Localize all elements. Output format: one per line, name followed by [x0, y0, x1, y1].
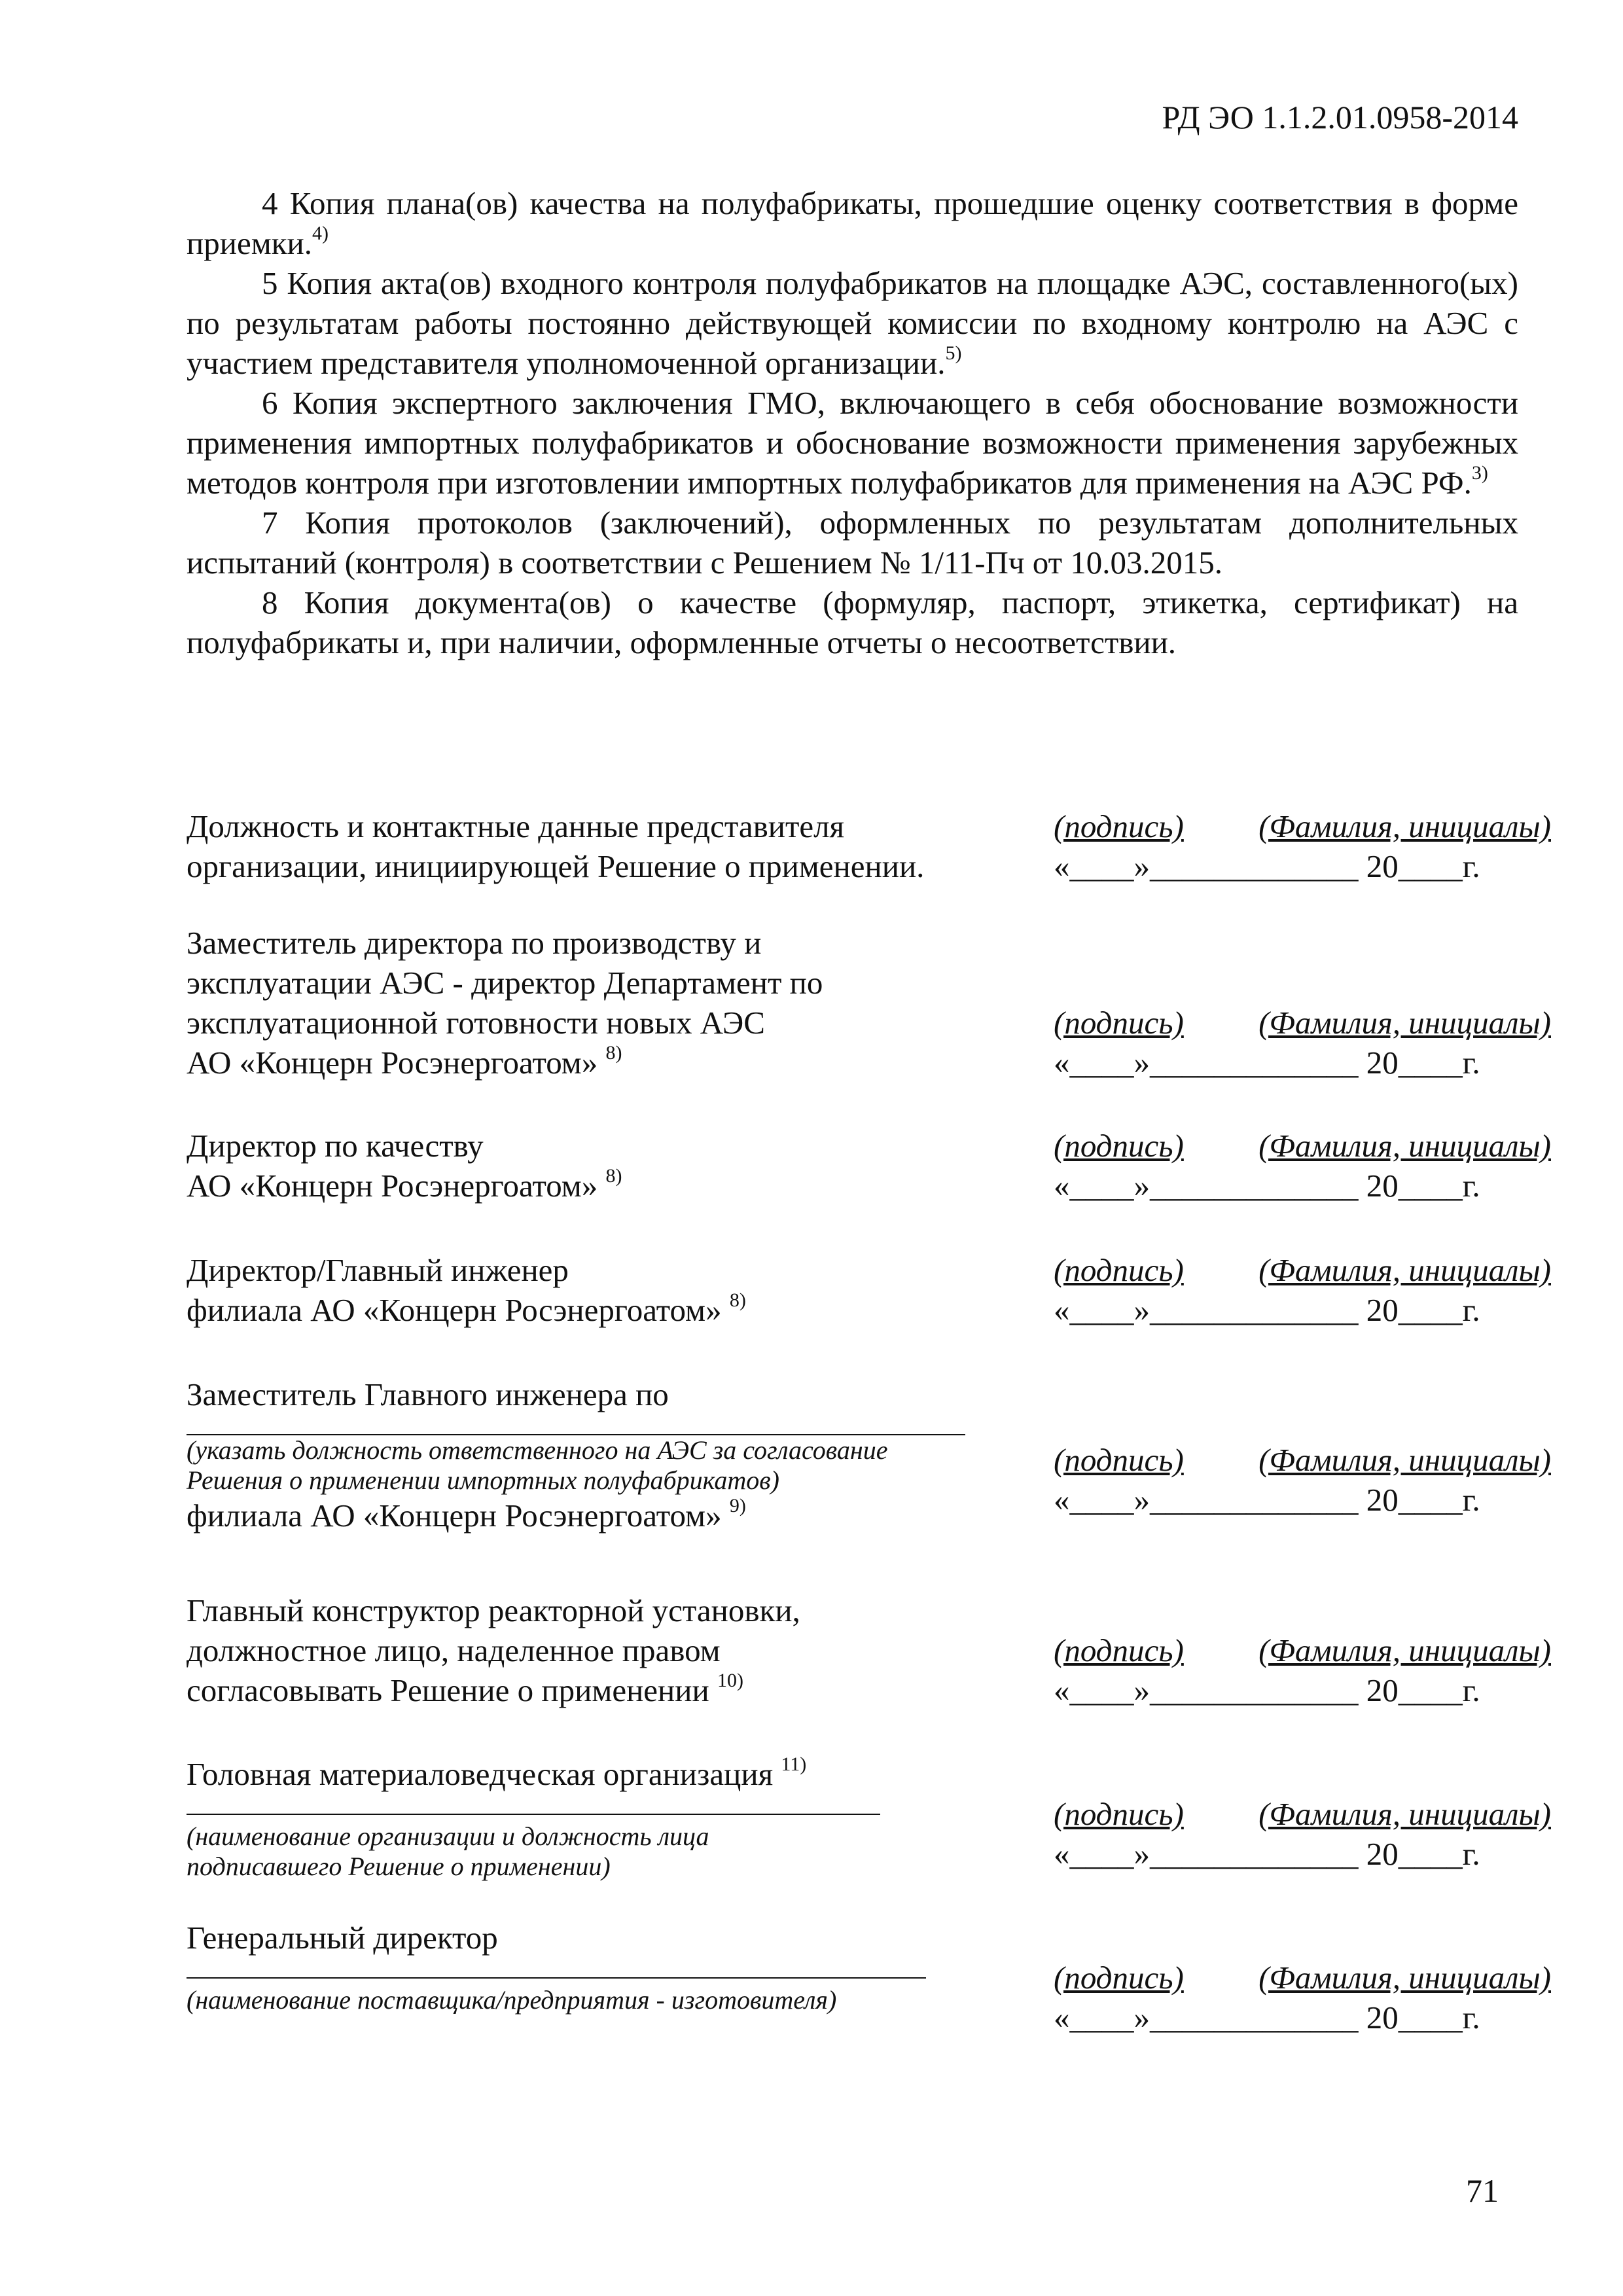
attachments-list: [187, 183, 1518, 662]
date-line: «____»_____________ 20____г.: [1054, 1836, 1480, 1872]
footnote-ref: 5): [945, 342, 962, 364]
signature-block: [1054, 1003, 1551, 1083]
footnote-ref: 8): [605, 1042, 622, 1064]
signer-deputy-chief-engineer: Заместитель Главного инженера по (указать должность ответственного на АЭС за согласование Решения о применении импортных полуфабрикатов) филиала АО «Концерн Росэнергоатом» $^{9)}$: [187, 1374, 965, 1535]
date-line: «____»_____________ 20____г.: [1054, 1672, 1480, 1708]
name-label: (Фамилия, инициалы): [1258, 1632, 1551, 1668]
list-item: 7 Копия протоколов (заключений), оформленных по результатам дополнительных испытаний (контроля) в соответствии с Решением № 1/11-Пч от 10.03.2015.: [187, 505, 1518, 581]
list-item: 4 Копия плана(ов) качества на полуфабрикаты, прошедшие оценку соответствия в форме приемки.$^{4)}$: [187, 185, 1518, 261]
signer-quality-director: Директор по качеству АО «Концерн Росэнергоатом» $^{8)}$: [187, 1128, 622, 1204]
name-label: (Фамилия, инициалы): [1258, 1960, 1551, 1996]
date-line: «____»_____________ 20____г.: [1054, 2000, 1480, 2036]
signature-block: [1054, 1794, 1551, 1874]
footnote-ref: 4): [312, 223, 329, 244]
signature-block: [1054, 1958, 1551, 2037]
document-code: РД ЭО 1.1.2.01.0958-2014: [1162, 99, 1518, 135]
list-item: 5 Копия акта(ов) входного контроля полуфабрикатов на площадке АЭС, составленного(ых) по результатам работы постоянно действующей комиссии по входному контролю на АЭС с участием представителя уполномоченной организации.$^{5)}$: [187, 265, 1518, 381]
signature-label: (подпись): [1054, 1005, 1184, 1041]
page-number: 71: [1466, 2172, 1499, 2209]
blank-field: [187, 1414, 965, 1435]
signer-initiator: Должность и контактные данные представителя организации, инициирующей Решение о применении.: [187, 808, 925, 884]
signature-block: [1054, 1630, 1551, 1710]
blank-field: [187, 1958, 926, 1979]
signer-deputy-director: Заместитель директора по производству и эксплуатации АЭС - директор Департамент по эксплуатационной готовности новых АЭС АО «Концерн Росэнергоатом» $^{8)}$: [187, 925, 823, 1081]
name-label: (Фамилия, инициалы): [1258, 1252, 1551, 1288]
footnote-ref: 11): [781, 1753, 807, 1775]
name-label: (Фамилия, инициалы): [1258, 1796, 1551, 1832]
footnote-ref: 9): [729, 1495, 746, 1516]
date-line: «____»_____________ 20____г.: [1054, 1482, 1480, 1518]
list-item: 8 Копия документа(ов) о качестве (формуляр, паспорт, этикетка, сертификат) на полуфабрикаты и, при наличии, оформленные отчеты о несоответствии.: [187, 584, 1518, 660]
signer-general-director: Генеральный директор (наименование поставщика/предприятия - изготовителя): [187, 1918, 926, 2015]
name-label: (Фамилия, инициалы): [1258, 1005, 1551, 1041]
signer-branch-director: Директор/Главный инженер филиала АО «Концерн Росэнергоатом» $^{8)}$: [187, 1252, 746, 1328]
list-item: 6 Копия экспертного заключения ГМО, включающего в себя обоснование возможности применения импортных полуфабрикатов и обоснование возможности применения зарубежных методов контроля при изготовлении импортных полуфабрикатов для применения на АЭС РФ.$^{3)}$: [187, 385, 1518, 501]
footnote-ref: 8): [605, 1165, 622, 1187]
signature-block: [1054, 1440, 1551, 1520]
signer-chief-designer: Главный конструктор реакторной установки, должностное лицо, наделенное правом согласовывать Решение о применении $^{10)}$: [187, 1592, 800, 1708]
name-label: (Фамилия, инициалы): [1258, 1128, 1551, 1164]
name-label: (Фамилия, инициалы): [1258, 1442, 1551, 1478]
signature-label: (подпись): [1054, 1128, 1184, 1164]
name-label: (Фамилия, инициалы): [1258, 808, 1551, 844]
blank-field: [187, 1794, 880, 1815]
signature-label: (подпись): [1054, 1960, 1184, 1996]
date-line: «____»_____________ 20____г.: [1054, 1168, 1480, 1204]
footnote-ref: 10): [717, 1670, 743, 1691]
signature-label: (подпись): [1054, 1632, 1184, 1668]
date-line: «____»_____________ 20____г.: [1054, 848, 1480, 884]
date-line: «____»_____________ 20____г.: [1054, 1045, 1480, 1081]
signature-block: [1054, 1250, 1551, 1330]
signature-label: (подпись): [1054, 1442, 1184, 1478]
signature-label: (подпись): [1054, 808, 1184, 844]
signer-materials-organization: Головная материаловедческая организация $^{11)}$ (наименование организации и должность лица подписавшего Решение о применении): [187, 1754, 880, 1882]
signature-label: (подпись): [1054, 1796, 1184, 1832]
date-line: «____»_____________ 20____г.: [1054, 1292, 1480, 1328]
signature-block: [1054, 806, 1551, 886]
footnote-ref: 3): [1471, 462, 1488, 484]
signature-label: (подпись): [1054, 1252, 1184, 1288]
footnote-ref: 8): [729, 1289, 746, 1311]
signature-block: [1054, 1126, 1551, 1206]
